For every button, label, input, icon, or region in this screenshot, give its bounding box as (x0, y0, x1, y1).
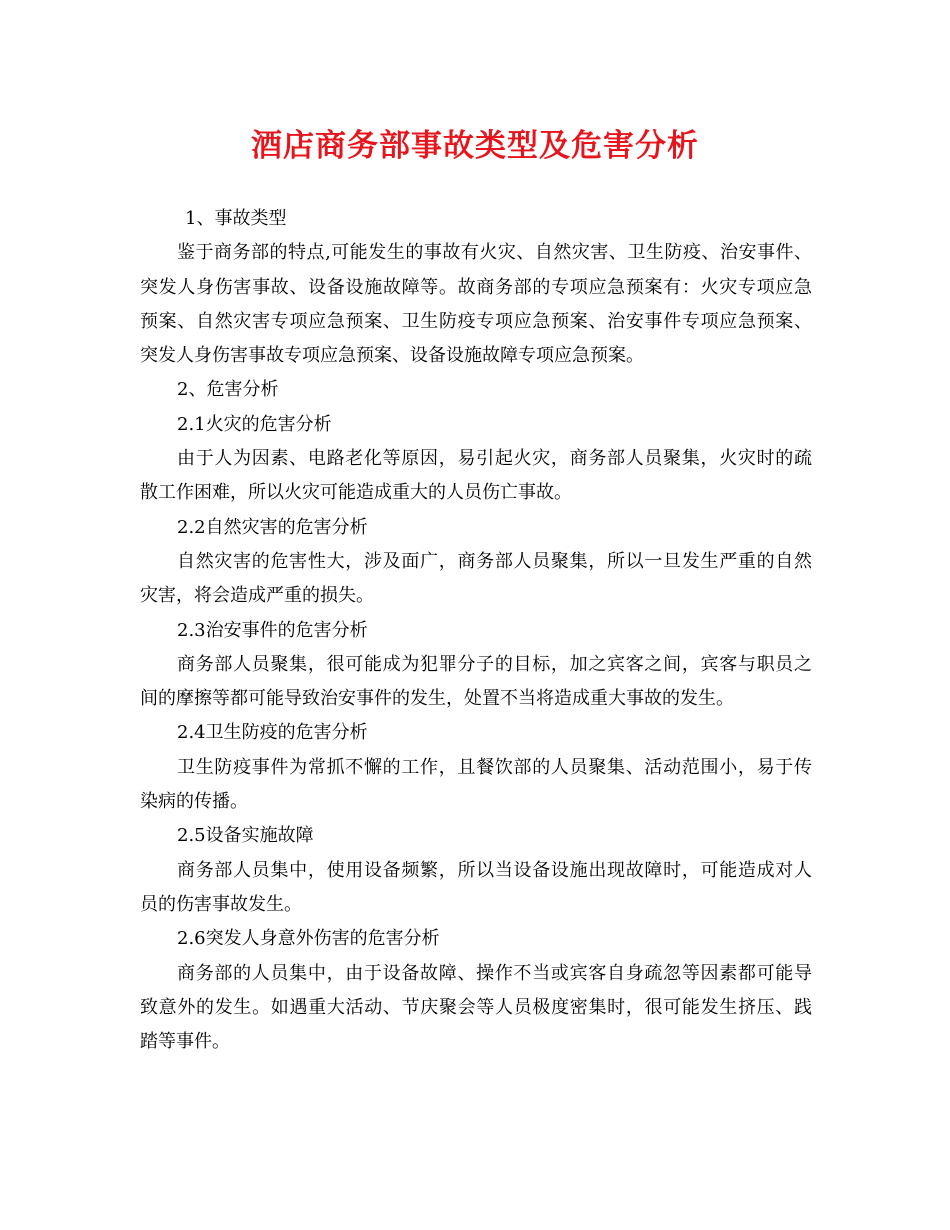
paragraph-line: 员的伤害事故发生。 (140, 893, 302, 915)
paragraph-line: 突发人身伤害事故、设备设施故障等。故商务部的专项应急预案有：火灾专项应急 (140, 276, 812, 298)
paragraph-line: 商务部的人员集中，由于设备故障、操作不当或宾客自身疏忽等因素都可能导 (177, 962, 812, 984)
paragraph-line: 由于人为因素、电路老化等原因，易引起火灾，商务部人员聚集，火灾时的疏 (177, 448, 812, 470)
document-body (140, 202, 812, 1059)
subsection-heading-personal-injury: 2.6突发人身意外伤害的危害分析 (177, 928, 440, 950)
subsection-heading-epidemic: 2.4卫生防疫的危害分析 (177, 722, 368, 744)
subsection-heading-natural-disaster: 2.2自然灾害的危害分析 (177, 516, 368, 538)
paragraph-line: 鉴于商务部的特点,可能发生的事故有火灾、自然灾害、卫生防疫、治安事件、 (177, 242, 812, 264)
paragraph-line: 踏等事件。 (140, 1031, 230, 1053)
section-heading-hazard-analysis: 2、危害分析 (177, 379, 279, 401)
paragraph-line: 致意外的发生。如遇重大活动、节庆聚会等人员极度密集时，很可能发生挤压、践 (140, 996, 812, 1018)
paragraph-line: 卫生防疫事件为常抓不懈的工作，且餐饮部的人员聚集、活动范围小，易于传 (177, 756, 812, 778)
subsection-heading-security: 2.3治安事件的危害分析 (177, 619, 368, 641)
paragraph-line: 突发人身伤害事故专项应急预案、设备设施故障专项应急预案。 (140, 345, 644, 367)
paragraph-line: 自然灾害的危害性大，涉及面广，商务部人员聚集，所以一旦发生严重的自然 (177, 550, 812, 572)
paragraph-line: 间的摩擦等都可能导致治安事件的发生，处置不当将造成重大事故的发生。 (140, 688, 734, 710)
paragraph-line: 灾害，将会造成严重的损失。 (140, 585, 374, 607)
paragraph-line: 散工作困难，所以火灾可能造成重大的人员伤亡事故。 (140, 482, 572, 504)
document-title: 酒店商务部事故类型及危害分析 (251, 128, 699, 164)
paragraph-line: 染病的传播。 (140, 791, 248, 813)
paragraph-line: 商务部人员集中，使用设备频繁，所以当设备设施出现故障时，可能造成对人 (177, 859, 812, 881)
subsection-heading-fire: 2.1火灾的危害分析 (177, 413, 332, 435)
section-heading-accident-types: 1、事故类型 (185, 208, 287, 229)
subsection-heading-equipment: 2.5设备实施故障 (177, 825, 314, 847)
paragraph-line: 预案、自然灾害专项应急预案、卫生防疫专项应急预案、治安事件专项应急预案、 (140, 310, 812, 332)
paragraph-line: 商务部人员聚集，很可能成为犯罪分子的目标，加之宾客之间，宾客与职员之 (177, 653, 812, 675)
